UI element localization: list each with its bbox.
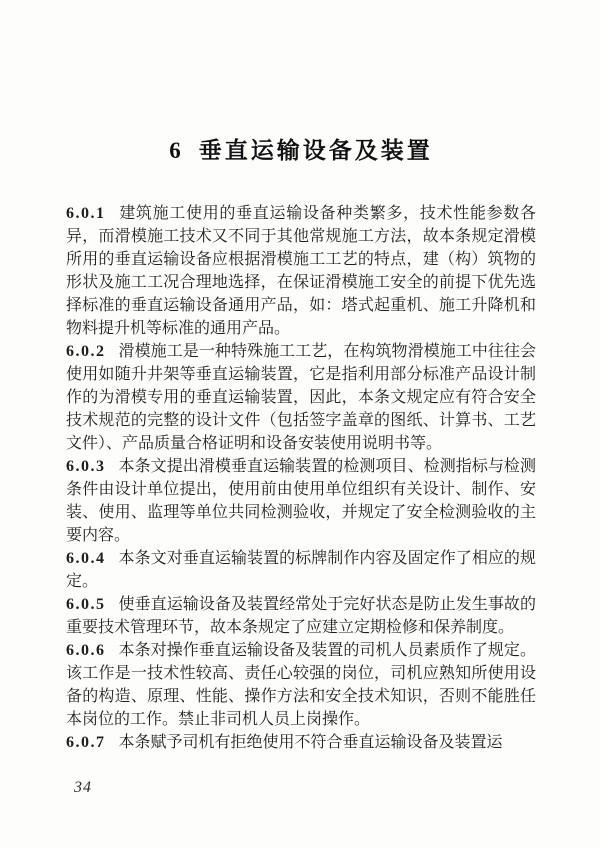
section-6-0-5 xyxy=(66,593,536,639)
section-text: 建筑施工使用的垂直运输设备种类繁多，技术性能参数各异，而滑模施工技术又不同于其他常规施工方法，故本条规定滑模所用的垂直运输设备应根据滑模施工工艺的特点，建（构）筑物的形状及施工工况合理地选择，在保证滑模施工安全的前提下优先选择标准的垂直运输设备通用产品，如：塔式起重机、施工升降机和物料提升机等标准的通用产品。 xyxy=(66,205,536,337)
page-number: 34 xyxy=(74,779,92,796)
section-number: 6.0.7 xyxy=(66,734,106,751)
section-6-0-3 xyxy=(66,455,536,547)
section-text: 本条赋予司机有拒绝使用不符合垂直运输设备及装置运 xyxy=(118,734,503,751)
section-number: 6.0.6 xyxy=(66,642,106,659)
section-6-0-1 xyxy=(66,202,536,340)
section-6-0-7 xyxy=(66,731,536,754)
section-number: 6.0.5 xyxy=(66,596,106,613)
section-number: 6.0.3 xyxy=(66,458,106,475)
chapter-name: 垂直运输设备及装置 xyxy=(198,138,433,163)
section-number: 6.0.4 xyxy=(66,550,106,567)
section-6-0-2 xyxy=(66,340,536,455)
section-6-0-4 xyxy=(66,547,536,593)
document-body xyxy=(66,202,536,754)
section-text: 滑模施工是一种特殊施工工艺，在构筑物滑模施工中往往会使用如随升井架等垂直运输装置，它是指利用部分标准产品设计制作的为滑模专用的垂直运输装置，因此，本条文规定应有符合安全技术规范的完整的设计文件（包括签字盖章的图纸、计算书、工艺文件）、产品质量合格证明和设备安装使用说明书等。 xyxy=(66,343,536,452)
section-number: 6.0.2 xyxy=(66,343,106,360)
section-text: 本条对操作垂直运输设备及装置的司机人员素质作了规定。该工作是一技术性较高、责任心较强的岗位，司机应熟知所使用设备的构造、原理、性能、操作方法和安全技术知识，否则不能胜任本岗位的工作。禁止非司机人员上岗操作。 xyxy=(66,642,536,728)
chapter-title xyxy=(66,134,536,168)
section-number: 6.0.1 xyxy=(66,205,106,222)
section-6-0-6 xyxy=(66,639,536,731)
chapter-number: 6 xyxy=(169,138,181,163)
section-text: 本条文对垂直运输装置的标牌制作内容及固定作了相应的规定。 xyxy=(66,550,536,590)
section-text: 本条文提出滑模垂直运输装置的检测项目、检测指标与检测条件由设计单位提出，使用前由使用单位组织有关设计、制作、安装、使用、监理等单位共同检测验收，并规定了安全检测验收的主要内容。 xyxy=(66,458,536,544)
section-text: 使垂直运输设备及装置经常处于完好状态是防止发生事故的重要技术管理环节，故本条规定了应建立定期检修和保养制度。 xyxy=(66,596,536,636)
